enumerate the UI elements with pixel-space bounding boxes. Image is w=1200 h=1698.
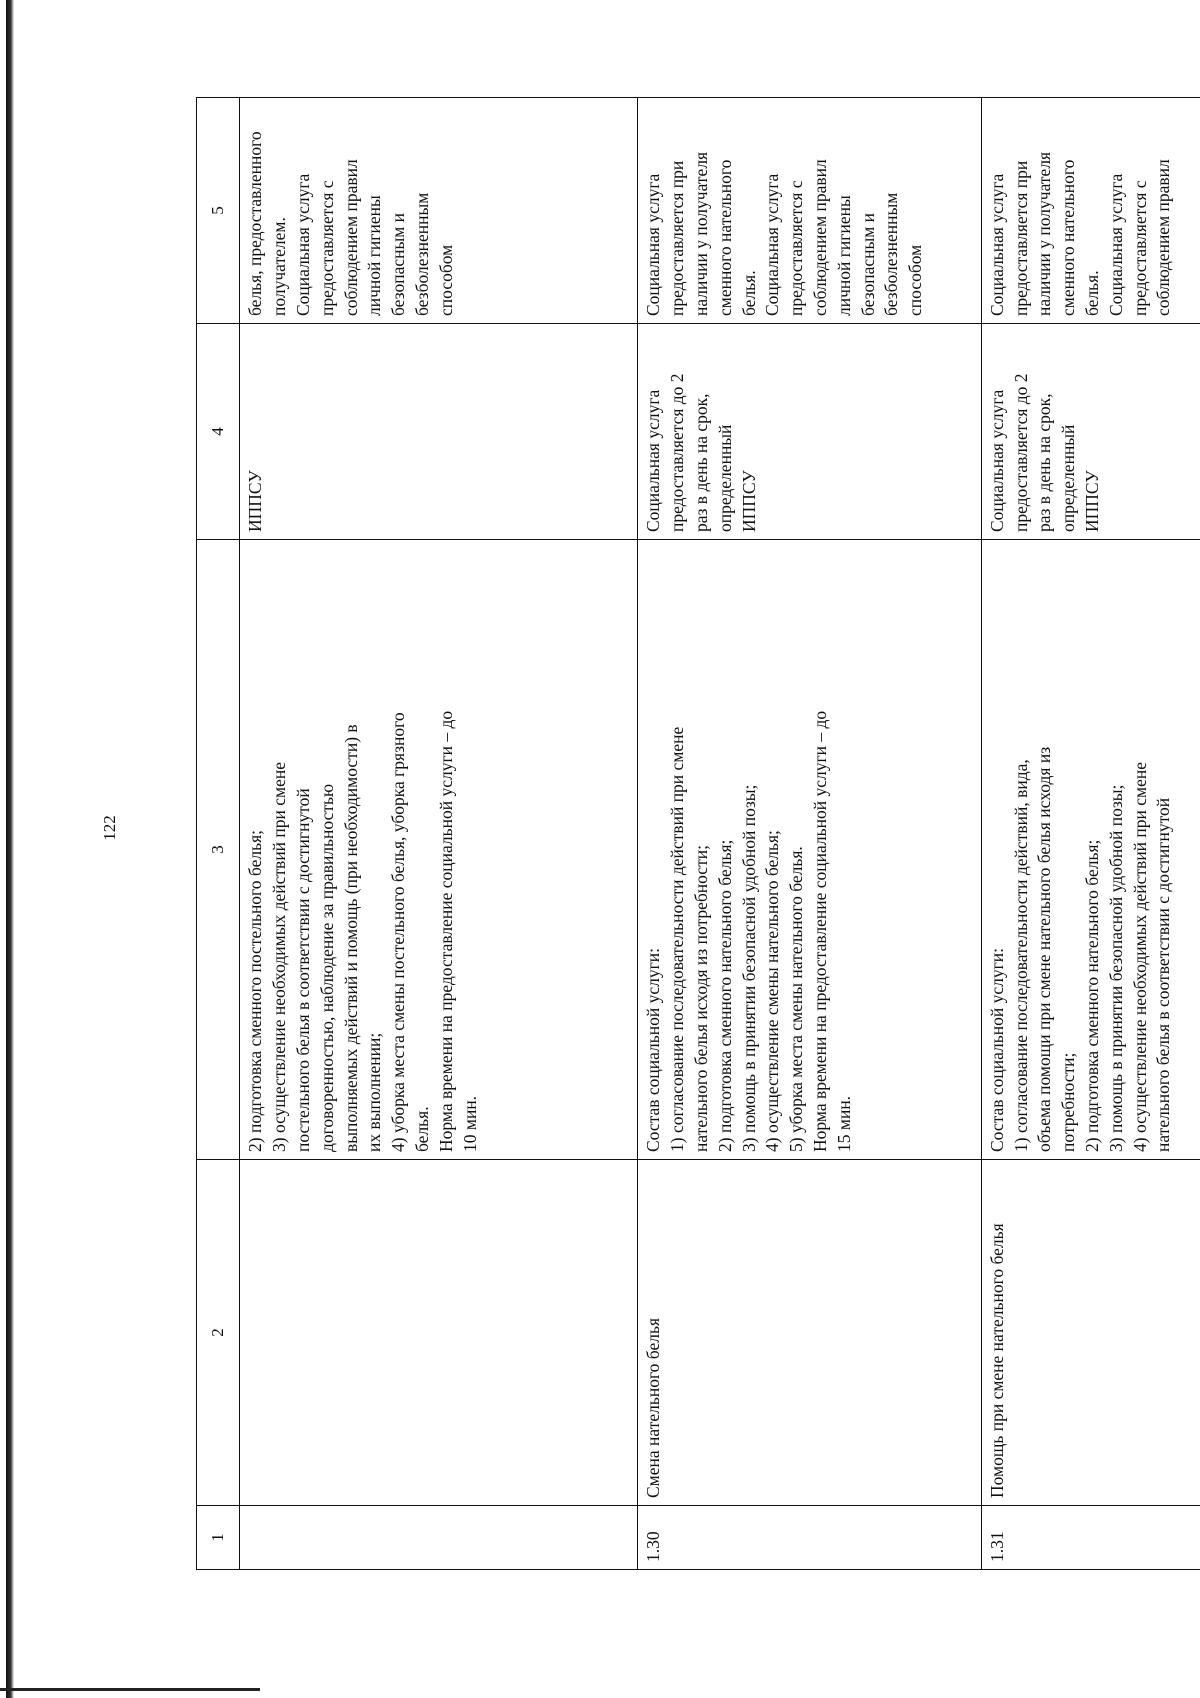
row-number: 1.31	[981, 1506, 1200, 1570]
service-conditions: Социальная услуга предоставляется при наличии у получателя сменного нательного белья. Социальная услуга предоставляется с соблюдением правил	[981, 98, 1200, 324]
scan-edge-left	[6, 0, 14, 1698]
header-col-3: 3	[197, 540, 240, 1160]
table-row	[638, 98, 981, 1570]
header-row	[197, 98, 240, 1570]
rotated-table-wrapper	[196, 98, 1200, 1570]
service-conditions: Социальная услуга предоставляется при наличии у получателя сменного нательного белья. Социальная услуга предоставляется с соблюдением правил личной гигиены безопасным и безболезненным способом	[638, 98, 981, 324]
table-row	[981, 98, 1200, 1570]
service-composition: Состав социальной услуги: 1) согласование последовательности действий при смене нательного белья исходя из потребности; 2) подготовка сменного нательного белья; 3) помощь в принятии безопасной удобной позы; 4) осуществление смены нательного белья; 5) уборка места смены нательного белья. Норма времени на предоставление социальной услуги – до 15 мин.	[638, 540, 981, 1160]
header-col-5: 5	[197, 98, 240, 324]
services-table	[196, 97, 1200, 1570]
page-number: 122	[100, 815, 119, 841]
scan-edge-bottom	[0, 1688, 260, 1691]
service-name	[240, 1160, 638, 1506]
service-term: Социальная услуга предоставляется до 2 раз в день на срок, определенный ИППСУ	[981, 324, 1200, 540]
service-term: ИППСУ	[240, 324, 638, 540]
header-col-4: 4	[197, 324, 240, 540]
service-composition: Состав социальной услуги: 1) согласование последовательности действий, вида, объема помощи при смене нательного белья исходя из потребности; 2) подготовка сменного нательного белья; 3) помощь в принятии безопасной удобной позы; 4) осуществление необходимых действий при смене нательного белья в соответствии с достигнутой	[981, 540, 1200, 1160]
header-col-2: 2	[197, 1160, 240, 1506]
service-term: Социальная услуга предоставляется до 2 раз в день на срок, определенный ИППСУ	[638, 324, 981, 540]
service-composition: 2) подготовка сменного постельного белья; 3) осуществление необходимых действий при смене постельного белья в соответствии с достигнутой договоренностью, наблюдение за правильностью выполняемых действий и помощь (при необходимости) в их выполнении; 4) уборка места смены постельного белья, уборка грязного белья. Норма времени на предоставление социальной услуги – до 10 мин.	[240, 540, 638, 1160]
table-row	[240, 98, 638, 1570]
row-number: 1.30	[638, 1506, 981, 1570]
service-name: Помощь при смене нательного белья	[981, 1160, 1200, 1506]
service-name: Смена нательного белья	[638, 1160, 981, 1506]
row-number	[240, 1506, 638, 1570]
service-conditions: белья, предоставленного получателем. Социальная услуга предоставляется с соблюдением правил личной гигиены безопасным и безболезненным способом	[240, 98, 638, 324]
header-col-1: 1	[197, 1506, 240, 1570]
